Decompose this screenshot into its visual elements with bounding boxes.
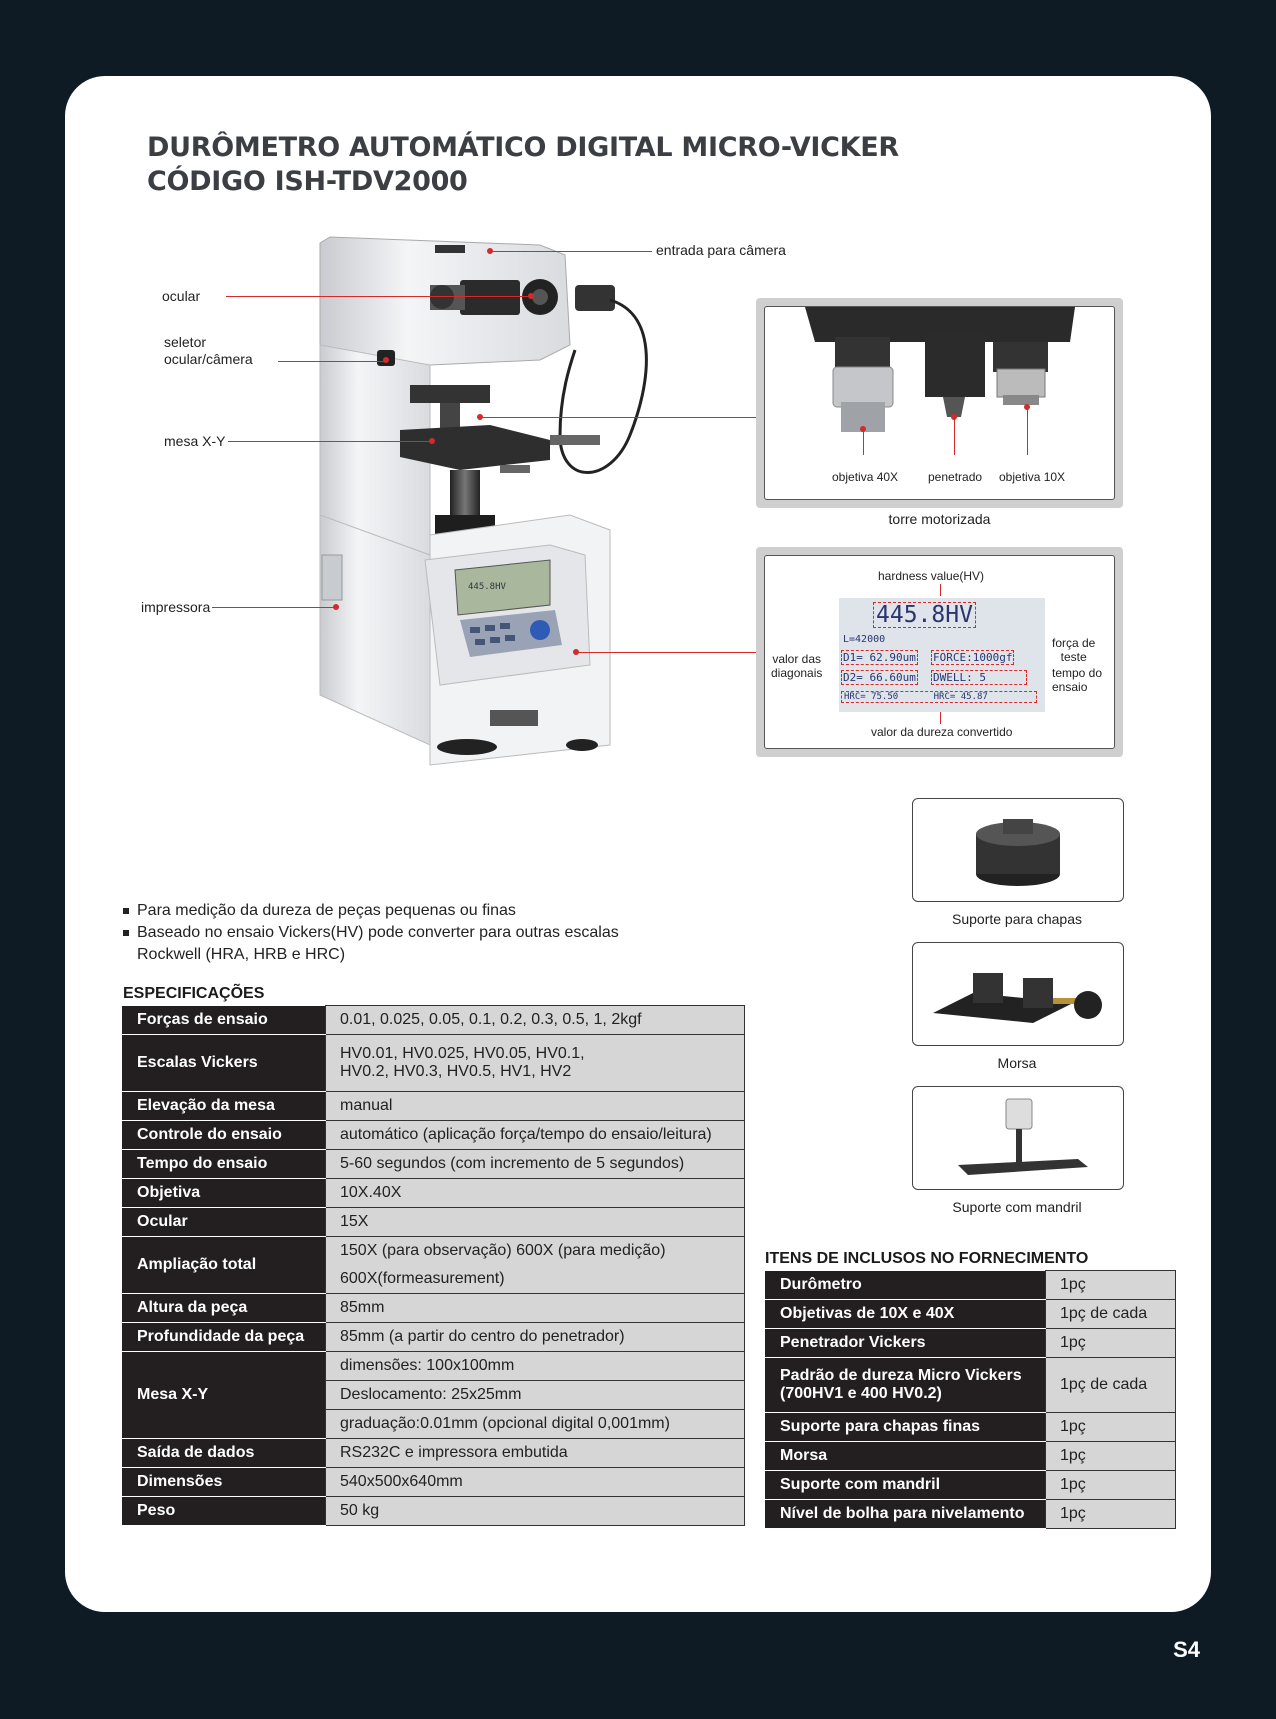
vise-icon <box>913 943 1123 1045</box>
display-hardness-label: hardness value(HV) <box>878 569 985 583</box>
callout-dot-xy <box>429 438 435 444</box>
lcd-converted-row <box>841 691 1037 703</box>
table-row <box>123 1092 745 1121</box>
title-line-1: DURÔMETRO AUTOMÁTICO DIGITAL MICRO-VICKER <box>147 132 899 163</box>
lcd-hv-value: 445.8HV <box>873 602 976 628</box>
display-diag-line1: valor das <box>772 652 822 666</box>
turret-panel <box>756 298 1123 508</box>
callout-camera-input: entrada para câmera <box>656 242 786 258</box>
spec-value: 15X <box>326 1208 745 1237</box>
lcd-force: FORCE:1000gf <box>933 651 1013 664</box>
bullet-2-line1: Baseado no ensaio Vickers(HV) pode converter para outras escalas <box>137 924 619 941</box>
table-row <box>123 1035 745 1092</box>
spec-key: Tempo do ensaio <box>123 1150 326 1179</box>
included-key: Durômetro <box>766 1271 1046 1300</box>
spec-value: 0.01, 0.025, 0.05, 0.1, 0.2, 0.3, 0.5, 1, 2kgf <box>326 1006 745 1035</box>
accessory-chuck-holder-image <box>912 1086 1124 1190</box>
included-title: ITENS DE INCLUSOS NO FORNECIMENTO <box>765 1250 1089 1267</box>
callout-line-printer <box>212 607 336 608</box>
included-key: Objetivas de 10X e 40X <box>766 1300 1046 1329</box>
spec-key: Elevação da mesa <box>123 1092 326 1121</box>
accessory-sheet-holder-image <box>912 798 1124 902</box>
callout-line-xy <box>228 441 432 442</box>
display-time-line1: tempo do <box>1052 666 1103 680</box>
included-value: 1pç <box>1046 1329 1176 1358</box>
spec-key: Peso <box>123 1497 326 1526</box>
spec-value: 540x500x640mm <box>326 1468 745 1497</box>
lcd-conv1: HRC= 75.50 <box>844 692 899 702</box>
included-value: 1pç <box>1046 1271 1176 1300</box>
spec-value: RS232C e impressora embutida <box>326 1439 745 1468</box>
feature-bullets <box>121 900 619 966</box>
hardness-tester-illustration <box>130 225 650 850</box>
spec-value: automático (aplicação força/tempo do ensaio/leitura) <box>326 1121 745 1150</box>
turret-label-indenter: penetrado <box>928 470 983 484</box>
table-row <box>123 1439 745 1468</box>
spec-key: Objetiva <box>123 1179 326 1208</box>
bullet-2-line2: Rockwell (HRA, HRB e HRC) <box>137 946 346 963</box>
callout-dot-turret <box>477 414 483 420</box>
spec-key: Profundidade da peça <box>123 1323 326 1352</box>
table-row <box>123 1208 745 1237</box>
title-line-2: CÓDIGO ISH-TDV2000 <box>147 166 468 197</box>
table-row <box>766 1358 1176 1413</box>
display-force-label <box>1052 636 1095 664</box>
included-key: Penetrador Vickers <box>766 1329 1046 1358</box>
spec-key: Altura da peça <box>123 1294 326 1323</box>
obj40-marker-dot <box>860 426 866 432</box>
screen-reading: 445.8HV <box>468 582 506 592</box>
specs-title: ESPECIFICAÇÕES <box>123 985 265 1002</box>
callout-eyepiece: ocular <box>162 288 201 304</box>
table-row <box>123 1497 745 1526</box>
spec-key: Saída de dados <box>123 1439 326 1468</box>
accessory-caption-2: Morsa <box>997 1055 1037 1071</box>
display-force-line2: teste <box>1060 650 1087 664</box>
spec-value: dimensões: 100x100mm <box>326 1352 745 1381</box>
spec-key: Controle do ensaio <box>123 1121 326 1150</box>
spec-value-line: HV0.2, HV0.3, HV0.5, HV1, HV2 <box>340 1063 572 1080</box>
callout-dot-camera <box>487 248 493 254</box>
hardness-line <box>940 584 941 596</box>
obj10-marker-dot <box>1024 404 1030 410</box>
included-value: 1pç <box>1046 1413 1176 1442</box>
spec-value: Deslocamento: 25x25mm <box>326 1381 745 1410</box>
display-panel-inner <box>764 555 1115 749</box>
included-key: Morsa <box>766 1442 1046 1471</box>
display-converted-label: valor da dureza convertido <box>871 725 1013 739</box>
display-time-label <box>1052 666 1102 694</box>
table-row <box>766 1442 1176 1471</box>
callout-line-turret <box>480 417 756 418</box>
spec-value: 10X.40X <box>326 1179 745 1208</box>
spec-key: Ocular <box>123 1208 326 1237</box>
spec-value-line: HV0.01, HV0.025, HV0.05, HV0.1, <box>340 1045 585 1062</box>
callout-selector-line2: ocular/câmera <box>164 351 253 367</box>
callout-dot-printer <box>333 604 339 610</box>
callout-line-eyepiece <box>226 296 531 297</box>
callout-line-selector <box>278 361 386 362</box>
lcd-d2: D2= 66.60um <box>843 671 916 684</box>
included-value: 1pç <box>1046 1500 1176 1529</box>
included-key: Suporte com mandril <box>766 1471 1046 1500</box>
accessory-caption-1: Suporte para chapas <box>952 911 1082 927</box>
obj40-marker-line <box>863 429 864 455</box>
table-row <box>766 1329 1176 1358</box>
included-table <box>765 1270 1176 1529</box>
included-value: 1pç de cada <box>1046 1358 1176 1413</box>
sheet-holder-icon <box>913 799 1123 901</box>
page-title <box>147 131 899 199</box>
included-key: Suporte para chapas finas <box>766 1413 1046 1442</box>
table-row <box>766 1271 1176 1300</box>
table-row <box>123 1150 745 1179</box>
table-row <box>123 1468 745 1497</box>
callout-xy-table: mesa X-Y <box>164 433 226 449</box>
specs-table <box>122 1005 745 1526</box>
spec-value: 85mm <box>326 1294 745 1323</box>
table-row <box>123 1237 745 1266</box>
page-number: S4 <box>1173 1637 1200 1662</box>
display-time-line2: ensaio <box>1052 680 1088 694</box>
spec-value: 85mm (a partir do centro do penetrador) <box>326 1323 745 1352</box>
lcd-d1: D1= 62.90um <box>843 651 916 664</box>
included-key: Nível de bolha para nivelamento <box>766 1500 1046 1529</box>
lcd-readout <box>839 598 1045 712</box>
included-value: 1pç <box>1046 1442 1176 1471</box>
spec-value: manual <box>326 1092 745 1121</box>
chuck-holder-icon <box>913 1087 1123 1189</box>
table-row <box>123 1323 745 1352</box>
spec-key: Ampliação total <box>123 1237 326 1294</box>
table-row <box>123 1179 745 1208</box>
spec-key: Mesa X-Y <box>123 1352 326 1439</box>
indenter-marker-line <box>954 417 955 455</box>
included-key-line: (700HV1 e 400 HV0.2) <box>780 1385 942 1402</box>
callout-printer: impressora <box>141 599 211 615</box>
included-value: 1pç <box>1046 1471 1176 1500</box>
display-panel <box>756 547 1123 757</box>
table-row <box>766 1300 1176 1329</box>
table-row <box>766 1471 1176 1500</box>
turret-panel-inner <box>764 306 1115 500</box>
included-key-line: Padrão de dureza Micro Vickers <box>780 1367 1022 1384</box>
table-row <box>766 1500 1176 1529</box>
callout-selector-line1: seletor <box>164 334 207 350</box>
obj10-marker-line <box>1027 407 1028 455</box>
turret-label-obj40: objetiva 40X <box>832 470 899 484</box>
spec-value: 150X (para observação) 600X (para medição) <box>326 1237 745 1266</box>
table-row <box>766 1413 1176 1442</box>
callout-dot-selector <box>383 357 389 363</box>
lcd-conv2: HRC= 45.87 <box>933 692 988 702</box>
turret-label-obj10: objetiva 10X <box>999 470 1066 484</box>
spec-value: graduação:0.01mm (opcional digital 0,001mm) <box>326 1410 745 1439</box>
table-row <box>123 1121 745 1150</box>
spec-value: 600X(formeasurement) <box>326 1265 745 1294</box>
included-value: 1pç de cada <box>1046 1300 1176 1329</box>
included-key <box>766 1358 1046 1413</box>
spec-key: Dimensões <box>123 1468 326 1497</box>
accessory-caption-3: Suporte com mandril <box>952 1199 1082 1215</box>
spec-value: 5-60 segundos (com incremento de 5 segundos) <box>326 1150 745 1179</box>
spec-key: Forças de ensaio <box>123 1006 326 1035</box>
display-diag-label <box>771 652 822 680</box>
callout-dot-display <box>573 649 579 655</box>
display-diag-line2: diagonais <box>771 666 823 680</box>
table-row <box>123 1352 745 1381</box>
table-row <box>123 1006 745 1035</box>
indenter-marker-dot <box>951 414 957 420</box>
bullet-1: Para medição da dureza de peças pequenas ou finas <box>121 900 619 922</box>
callout-line-camera <box>490 251 652 252</box>
spec-value <box>326 1035 745 1092</box>
callout-dot-eyepiece <box>528 293 534 299</box>
spec-key: Escalas Vickers <box>123 1035 326 1092</box>
callout-selector <box>164 334 253 368</box>
accessory-vise-image <box>912 942 1124 1046</box>
display-force-line1: força de <box>1052 636 1096 650</box>
converted-line <box>940 712 941 724</box>
bullet-2 <box>121 922 619 966</box>
turret-caption: torre motorizada <box>888 511 991 527</box>
table-row <box>123 1294 745 1323</box>
callout-line-display <box>576 652 756 653</box>
spec-value: 50 kg <box>326 1497 745 1526</box>
lcd-dwell: DWELL: 5 <box>931 670 1027 685</box>
lcd-top-row: L=42000 <box>843 634 886 645</box>
